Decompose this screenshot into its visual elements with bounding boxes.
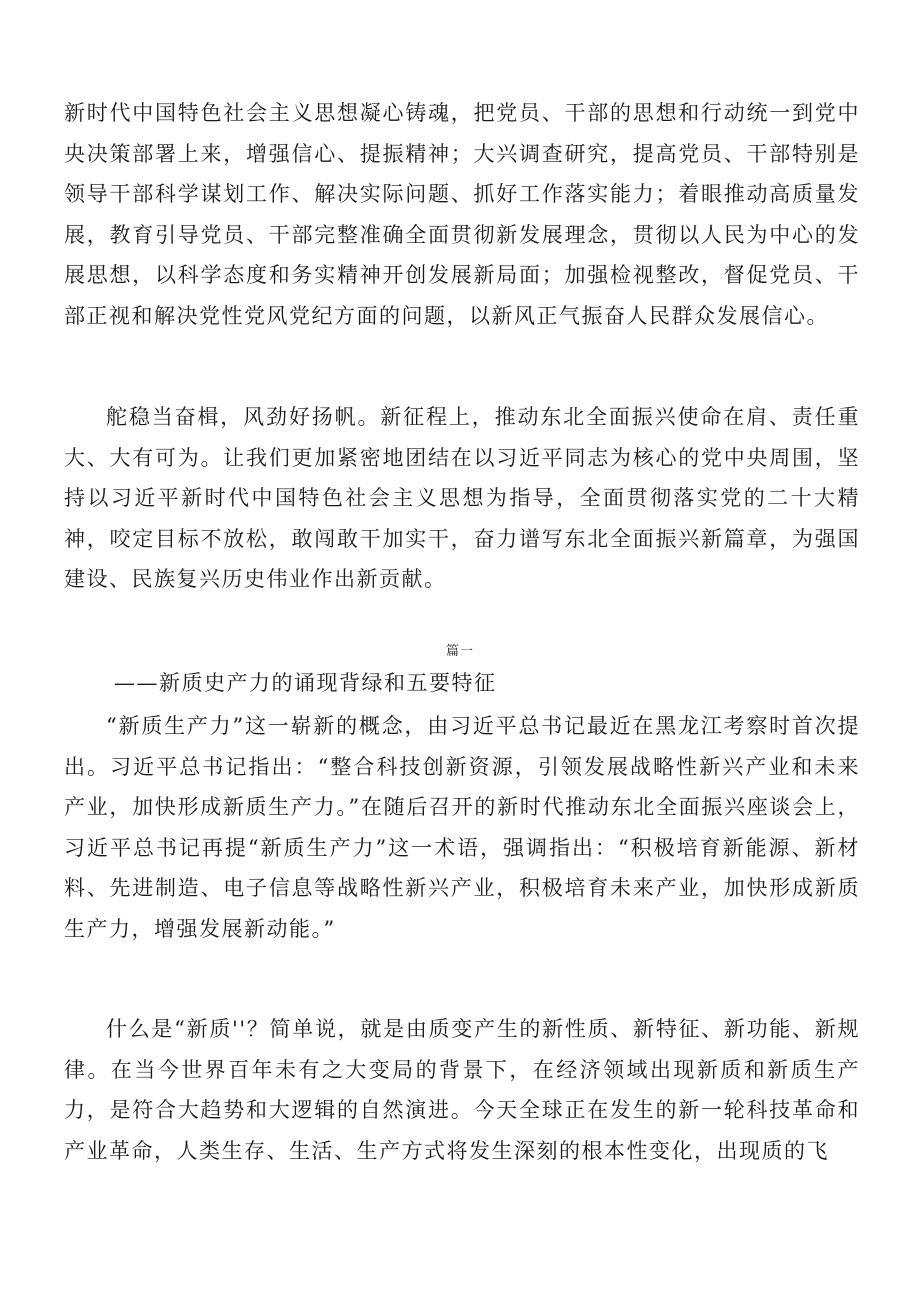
paragraph-2: 舵稳当奋楫，风劲好扬帆。新征程上，推动东北全面振兴使命在肩、责任重大、大有可为。让我们更加紧密地团结在以习近平同志为核心的党中央周围，坚持以习近平新时代中国特色社会主义思想为指导，全面贯彻落实党的二十大精神，咬定目标不放松，敢闯敢干加实干，奋力谱写东北全面振兴新篇章，为强国建设、民族复兴历史伟业作出新贡献。 [64, 405, 860, 591]
paragraph-1: 新时代中国特色社会主义思想凝心铸魂，把党员、干部的思想和行动统一到党中央决策部署上来，增强信心、提振精神；大兴调查研究，提高党员、干部特别是领导干部科学谋划工作、解决实际问题、抓好工作落实能力；着眼推动高质量发展，教育引导党员、干部完整准确全面贯彻新发展理念，贯彻以人民为中心的发展思想，以科学态度和务实精神开创发展新局面；加强检视整改，督促党员、干部正视和解决党性党风党纪方面的问题，以新风正气振奋人民群众发展信心。 [64, 101, 860, 328]
paragraph-4: 什么是“新质''？简单说，就是由质变产生的新性质、新特征、新功能、新规律。在当今世界百年未有之大变局的背景下，在经济领域出现新质和新质生产力，是符合大趋势和大逻辑的自然演进。今天全球正在发生的新一轮科技革命和产业革命，人类生存、生活、生产方式将发生深刻的根本性变化，出现质的飞 [64, 1017, 860, 1163]
paragraph-3: “新质生产力”这一崭新的概念，由习近平总书记最近在黑龙江考察时首次提出。习近平总书记指出：“整合科技创新资源，引领发展战略性新兴产业和未来产业，加快形成新质生产力。”在随后召开的新时代推动东北全面振兴座谈会上，习近平总书记再提“新质生产力”这一术语，强调指出：“积极培育新能源、新材料、先进制造、电子信息等战略性新兴产业，积极培育未来产业，加快形成新质生产力，增强发展新动能。” [64, 714, 860, 941]
section-label: 篇一 [445, 644, 474, 659]
section-subtitle: ——新质史产力的诵现背绿和五要特征 [114, 671, 497, 695]
